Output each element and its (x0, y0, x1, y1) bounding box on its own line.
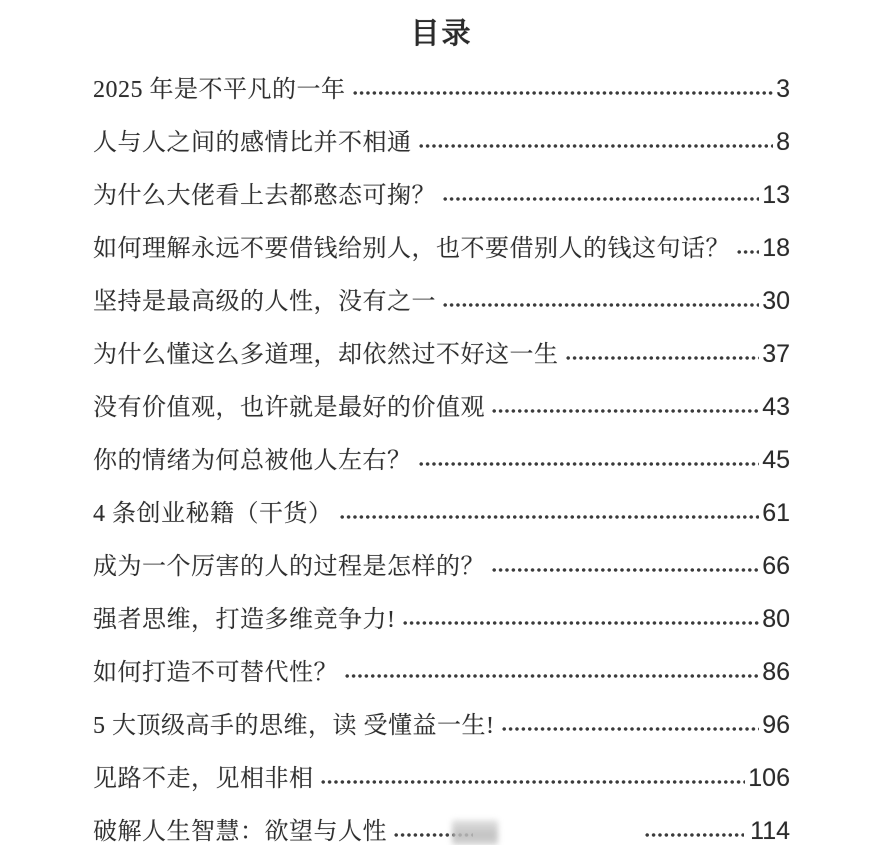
dot-leader (339, 513, 760, 521)
page-number: 3 (776, 75, 790, 103)
toc-entry (93, 180, 790, 211)
entry-title: 2025 年是不平凡的一年 (93, 77, 346, 103)
page-number: 8 (776, 128, 790, 156)
dot-leader (418, 142, 774, 150)
dot-leader (442, 301, 759, 309)
page-number: 96 (762, 711, 790, 739)
page-number: 30 (762, 287, 790, 315)
page-number: 13 (762, 181, 790, 209)
entry-title: 4 条创业秘籍（干货） (93, 501, 333, 527)
entry-title: 成为一个厉害的人的过程是怎样的？ (93, 554, 485, 580)
page-number: 114 (750, 817, 790, 845)
entry-title: 5 大顶级高手的思维，读 受懂益一生! (93, 713, 495, 739)
entry-title: 你的情绪为何总被他人左右？ (93, 448, 412, 474)
dot-leader (644, 831, 744, 839)
toc-entry (93, 127, 790, 158)
entry-title: 人与人之间的感情比并不相通 (93, 130, 412, 156)
toc-entry (93, 498, 790, 529)
dot-leader (352, 89, 774, 97)
page-number: 61 (762, 499, 790, 527)
entry-title: 强者思维，打造多维竞争力! (93, 607, 396, 633)
page-number: 37 (762, 340, 790, 368)
toc-entry (93, 657, 790, 688)
page-number: 106 (748, 764, 790, 792)
entry-title: 见路不走，见相非相 (93, 766, 314, 792)
toc-entry (93, 551, 790, 582)
dot-leader (491, 566, 759, 574)
dot-leader (565, 354, 760, 362)
dot-leader (418, 460, 760, 468)
dot-leader (344, 672, 759, 680)
entry-title: 为什么大佬看上去都憨态可掬？ (93, 183, 436, 209)
page-number: 86 (762, 658, 790, 686)
dot-leader (402, 619, 760, 627)
page-number: 45 (762, 446, 790, 474)
entry-title: 为什么懂这么多道理，却依然过不好这一生 (93, 342, 559, 368)
toc-entry (93, 392, 790, 423)
toc-entry (93, 233, 790, 264)
toc-entry (93, 286, 790, 317)
entry-title: 如何理解永远不要借钱给别人，也不要借别人的钱这句话？ (93, 236, 730, 262)
page-number: 66 (762, 552, 790, 580)
toc-entry (93, 763, 790, 794)
toc-entry (93, 710, 790, 741)
entry-title: 坚持是最高级的人性，没有之一 (93, 289, 436, 315)
toc-entry (93, 816, 790, 845)
dot-leader (491, 407, 759, 415)
toc-list (93, 74, 790, 845)
dot-leader (442, 195, 759, 203)
toc-entry (93, 604, 790, 635)
page-number: 43 (762, 393, 790, 421)
entry-title: 破解人生智慧：欲望与人性 (93, 819, 387, 845)
dot-leader (736, 248, 759, 256)
page-number: 18 (762, 234, 790, 262)
dot-leader (320, 778, 746, 786)
page-number: 80 (762, 605, 790, 633)
scan-smudge-artifact (452, 820, 498, 845)
toc-title: 目录 (410, 18, 473, 50)
entry-title: 如何打造不可替代性？ (93, 660, 338, 686)
dot-leader (501, 725, 760, 733)
toc-entry (93, 445, 790, 476)
toc-entry (93, 339, 790, 370)
toc-entry (93, 74, 790, 105)
entry-title: 没有价值观，也许就是最好的价值观 (93, 395, 485, 421)
